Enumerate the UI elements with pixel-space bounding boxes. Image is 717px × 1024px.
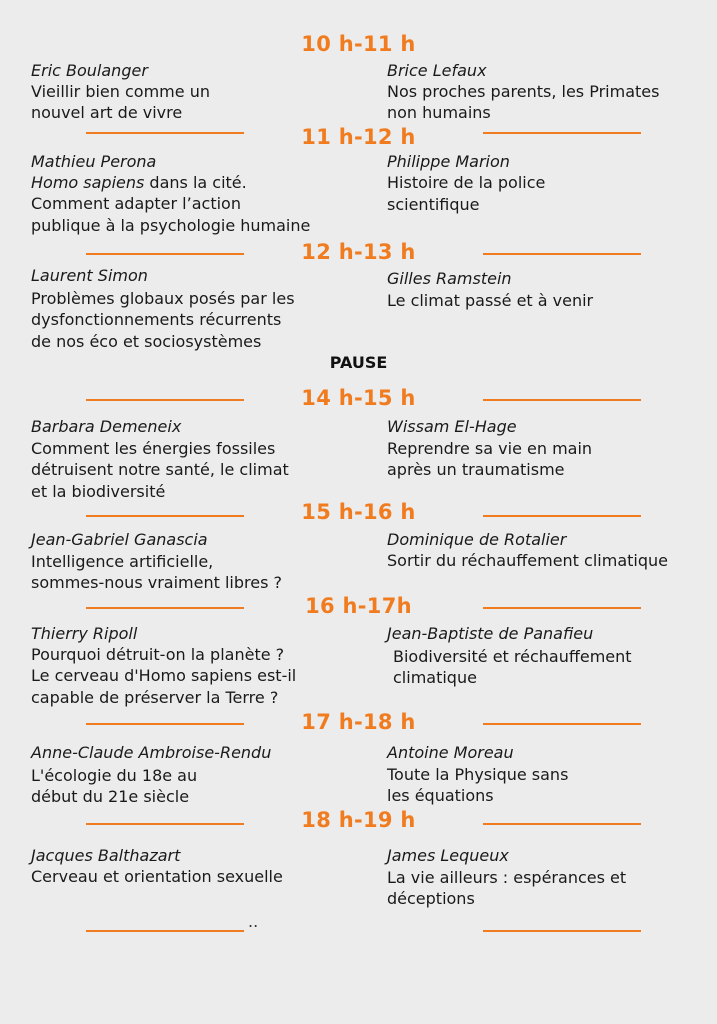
time-slot-heading: 10 h-11 h — [301, 32, 416, 56]
speaker-name: Thierry Ripoll — [31, 624, 138, 643]
speaker-name: Mathieu Perona — [31, 152, 157, 171]
time-slot-heading: 18 h-19 h — [301, 808, 416, 832]
time-slot-heading: 16 h-17h — [305, 594, 412, 618]
talk-title: Le climat passé et à venir — [387, 291, 594, 310]
talk-title: Nos proches parents, les Primates non humains — [387, 82, 660, 123]
speaker-name: Eric Boulanger — [31, 61, 148, 80]
talk-title: Biodiversité et réchauffement climatique — [393, 647, 632, 688]
divider-rule — [483, 930, 641, 932]
time-slot-heading: 17 h-18 h — [301, 710, 416, 734]
speaker-name: Gilles Ramstein — [387, 269, 512, 288]
speaker-name: Jean-Gabriel Ganascia — [31, 530, 208, 549]
trailing-dots: .. — [248, 912, 259, 931]
speaker-name: Laurent Simon — [31, 266, 148, 285]
speaker-name: Wissam El-Hage — [387, 417, 517, 436]
talk-title: Problèmes globaux posés par les dysfonctionnements récurrents de nos éco et sociosystèmes — [31, 289, 295, 351]
talk-title: La vie ailleurs : espérances et déceptions — [387, 868, 627, 909]
speaker-name: Antoine Moreau — [387, 743, 514, 762]
talk-title: Histoire de la police scientifique — [387, 173, 546, 214]
talk-title-italic: Homo sapiens — [31, 173, 145, 192]
speaker-name: Barbara Demeneix — [31, 417, 182, 436]
time-slot-heading: 14 h-15 h — [301, 386, 416, 410]
speaker-name: James Lequeux — [387, 846, 509, 865]
speaker-name: Anne-Claude Ambroise-Rendu — [31, 743, 272, 762]
talk-title-rest: dans la cité. Comment adapter l’action publique à la psychologie humaine — [31, 173, 311, 235]
talk-title: Pourquoi détruit-on la planète ? Le cerveau d'Homo sapiens est-il capable de préserver la Terre ? — [31, 645, 297, 707]
speaker-name: Dominique de Rotalier — [387, 530, 567, 549]
pause-label: PAUSE — [329, 353, 388, 372]
talk-title: Vieillir bien comme un nouvel art de vivre — [31, 82, 210, 123]
talk-title: Comment les énergies fossiles détruisent notre santé, le climat et la biodiversité — [31, 439, 289, 501]
talk-title: Cerveau et orientation sexuelle — [31, 867, 283, 886]
talk-title: Sortir du réchauffement climatique — [387, 551, 668, 570]
time-slot-heading: 15 h-16 h — [301, 500, 416, 524]
talk-title: L'écologie du 18e au début du 21e siècle — [31, 766, 198, 807]
divider-rule — [86, 930, 244, 932]
talk-title: Reprendre sa vie en main après un traumatisme — [387, 439, 593, 480]
talk-title: Intelligence artificielle, sommes-nous vraiment libres ? — [31, 552, 282, 593]
time-slot-heading: 11 h-12 h — [301, 125, 416, 149]
speaker-name: Philippe Marion — [387, 152, 510, 171]
talk-title — [31, 172, 310, 236]
speaker-name: Jacques Balthazart — [31, 846, 181, 865]
time-slot-heading: 12 h-13 h — [301, 240, 416, 264]
talk-title: Toute la Physique sans les équations — [387, 765, 569, 806]
speaker-name: Jean-Baptiste de Panafieu — [387, 624, 594, 643]
speaker-name: Brice Lefaux — [387, 61, 487, 80]
